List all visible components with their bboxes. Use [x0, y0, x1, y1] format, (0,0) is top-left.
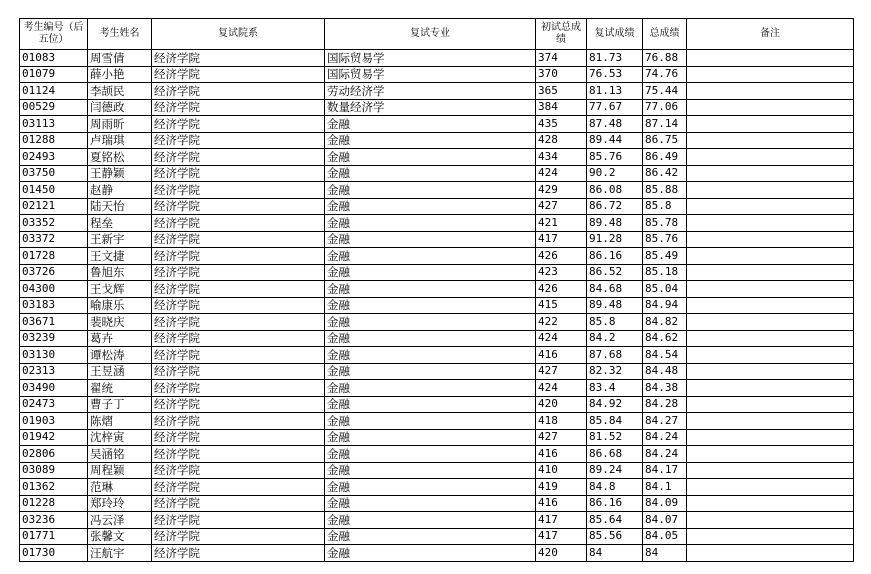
department-cell: 经济学院 — [152, 165, 325, 182]
remarks-cell — [687, 446, 854, 463]
department-cell: 经济学院 — [152, 545, 325, 562]
total-score-cell: 84.54 — [643, 347, 687, 364]
total-score-cell: 86.49 — [643, 149, 687, 166]
department-cell: 经济学院 — [152, 116, 325, 133]
department-cell: 经济学院 — [152, 446, 325, 463]
retest-score-cell: 84.68 — [587, 281, 643, 298]
total-score-cell: 75.44 — [643, 83, 687, 100]
candidate-id-cell: 02806 — [20, 446, 88, 463]
header-row — [20, 19, 854, 50]
table-row — [20, 198, 854, 215]
remarks-cell — [687, 479, 854, 496]
header-candidate-id: 考生编号（后五位） — [20, 19, 88, 50]
total-score-cell: 84.82 — [643, 314, 687, 331]
table-row — [20, 248, 854, 265]
department-cell: 经济学院 — [152, 479, 325, 496]
remarks-cell — [687, 297, 854, 314]
major-cell: 金融 — [325, 264, 536, 281]
table-row — [20, 479, 854, 496]
table-row — [20, 231, 854, 248]
candidate-name-cell: 王静颖 — [88, 165, 152, 182]
department-cell: 经济学院 — [152, 363, 325, 380]
major-cell: 金融 — [325, 446, 536, 463]
remarks-cell — [687, 330, 854, 347]
candidate-name-cell: 张馨文 — [88, 528, 152, 545]
candidate-name-cell: 汪航宇 — [88, 545, 152, 562]
remarks-cell — [687, 429, 854, 446]
initial-score-cell: 424 — [536, 330, 587, 347]
candidate-id-cell: 02493 — [20, 149, 88, 166]
candidate-name-cell: 周雪倩 — [88, 50, 152, 67]
table-row — [20, 512, 854, 529]
initial-score-cell: 374 — [536, 50, 587, 67]
candidate-name-cell: 夏铭松 — [88, 149, 152, 166]
initial-score-cell: 429 — [536, 182, 587, 199]
header-total-score: 总成绩 — [643, 19, 687, 50]
retest-score-cell: 87.68 — [587, 347, 643, 364]
candidate-name-cell: 陈熠 — [88, 413, 152, 430]
header-major: 复试专业 — [325, 19, 536, 50]
major-cell: 金融 — [325, 182, 536, 199]
remarks-cell — [687, 264, 854, 281]
department-cell: 经济学院 — [152, 264, 325, 281]
header-initial-score: 初试总成绩 — [536, 19, 587, 50]
retest-score-cell: 84.8 — [587, 479, 643, 496]
retest-score-cell: 85.84 — [587, 413, 643, 430]
retest-score-cell: 85.8 — [587, 314, 643, 331]
retest-score-cell: 89.48 — [587, 297, 643, 314]
table-row — [20, 132, 854, 149]
department-cell: 经济学院 — [152, 198, 325, 215]
table-row — [20, 314, 854, 331]
initial-score-cell: 417 — [536, 231, 587, 248]
candidate-name-cell: 裴晓庆 — [88, 314, 152, 331]
initial-score-cell: 415 — [536, 297, 587, 314]
candidate-name-cell: 王新宇 — [88, 231, 152, 248]
department-cell: 经济学院 — [152, 132, 325, 149]
table-row — [20, 297, 854, 314]
department-cell: 经济学院 — [152, 149, 325, 166]
major-cell: 金融 — [325, 413, 536, 430]
candidate-id-cell: 01124 — [20, 83, 88, 100]
candidate-name-cell: 李颉民 — [88, 83, 152, 100]
candidate-id-cell: 01362 — [20, 479, 88, 496]
retest-score-cell: 76.53 — [587, 66, 643, 83]
remarks-cell — [687, 50, 854, 67]
department-cell: 经济学院 — [152, 182, 325, 199]
department-cell: 经济学院 — [152, 297, 325, 314]
retest-score-cell: 84.92 — [587, 396, 643, 413]
table-row — [20, 528, 854, 545]
remarks-cell — [687, 132, 854, 149]
table-row — [20, 462, 854, 479]
remarks-cell — [687, 149, 854, 166]
major-cell: 金融 — [325, 512, 536, 529]
retest-score-cell: 83.4 — [587, 380, 643, 397]
major-cell: 金融 — [325, 198, 536, 215]
retest-score-cell: 81.73 — [587, 50, 643, 67]
remarks-cell — [687, 215, 854, 232]
remarks-cell — [687, 198, 854, 215]
initial-score-cell: 434 — [536, 149, 587, 166]
candidate-id-cell: 01288 — [20, 132, 88, 149]
initial-score-cell: 428 — [536, 132, 587, 149]
candidate-id-cell: 03726 — [20, 264, 88, 281]
major-cell: 金融 — [325, 165, 536, 182]
initial-score-cell: 417 — [536, 512, 587, 529]
total-score-cell: 84.28 — [643, 396, 687, 413]
header-remarks: 备注 — [687, 19, 854, 50]
header-candidate-name: 考生姓名 — [88, 19, 152, 50]
total-score-cell: 84.17 — [643, 462, 687, 479]
department-cell: 经济学院 — [152, 396, 325, 413]
initial-score-cell: 423 — [536, 264, 587, 281]
department-cell: 经济学院 — [152, 512, 325, 529]
candidate-name-cell: 闫德政 — [88, 99, 152, 116]
retest-score-cell: 84.2 — [587, 330, 643, 347]
candidate-id-cell: 01730 — [20, 545, 88, 562]
candidate-name-cell: 王昱涵 — [88, 363, 152, 380]
table-row — [20, 281, 854, 298]
candidate-name-cell: 鲁旭东 — [88, 264, 152, 281]
candidate-name-cell: 谭松涛 — [88, 347, 152, 364]
retest-score-cell: 89.48 — [587, 215, 643, 232]
total-score-cell: 74.76 — [643, 66, 687, 83]
total-score-cell: 84.09 — [643, 495, 687, 512]
major-cell: 金融 — [325, 231, 536, 248]
department-cell: 经济学院 — [152, 347, 325, 364]
remarks-cell — [687, 462, 854, 479]
major-cell: 金融 — [325, 132, 536, 149]
table-row — [20, 446, 854, 463]
candidate-name-cell: 王文捷 — [88, 248, 152, 265]
major-cell: 金融 — [325, 528, 536, 545]
total-score-cell: 84.07 — [643, 512, 687, 529]
header-department: 复试院系 — [152, 19, 325, 50]
retest-score-cell: 82.32 — [587, 363, 643, 380]
major-cell: 金融 — [325, 380, 536, 397]
major-cell: 金融 — [325, 545, 536, 562]
candidate-name-cell: 郑玲玲 — [88, 495, 152, 512]
table-row — [20, 99, 854, 116]
remarks-cell — [687, 495, 854, 512]
department-cell: 经济学院 — [152, 380, 325, 397]
initial-score-cell: 424 — [536, 380, 587, 397]
total-score-cell: 84.27 — [643, 413, 687, 430]
table-row — [20, 149, 854, 166]
candidate-id-cell: 01079 — [20, 66, 88, 83]
remarks-cell — [687, 380, 854, 397]
total-score-cell: 85.76 — [643, 231, 687, 248]
department-cell: 经济学院 — [152, 66, 325, 83]
remarks-cell — [687, 99, 854, 116]
candidate-id-cell: 01771 — [20, 528, 88, 545]
candidate-id-cell: 01450 — [20, 182, 88, 199]
remarks-cell — [687, 83, 854, 100]
candidate-name-cell: 卢瑞琪 — [88, 132, 152, 149]
candidate-id-cell: 03236 — [20, 512, 88, 529]
table-row — [20, 413, 854, 430]
major-cell: 金融 — [325, 396, 536, 413]
candidate-id-cell: 03089 — [20, 462, 88, 479]
candidate-id-cell: 01728 — [20, 248, 88, 265]
table-row — [20, 50, 854, 67]
initial-score-cell: 426 — [536, 281, 587, 298]
candidate-id-cell: 03130 — [20, 347, 88, 364]
total-score-cell: 84.24 — [643, 429, 687, 446]
department-cell: 经济学院 — [152, 83, 325, 100]
candidate-name-cell: 冯云泽 — [88, 512, 152, 529]
table-row — [20, 347, 854, 364]
candidate-name-cell: 赵静 — [88, 182, 152, 199]
major-cell: 国际贸易学 — [325, 50, 536, 67]
table-row — [20, 429, 854, 446]
retest-score-cell: 86.68 — [587, 446, 643, 463]
initial-score-cell: 427 — [536, 429, 587, 446]
candidate-id-cell: 00529 — [20, 99, 88, 116]
total-score-cell: 85.18 — [643, 264, 687, 281]
initial-score-cell: 427 — [536, 198, 587, 215]
major-cell: 金融 — [325, 495, 536, 512]
candidate-name-cell: 周程颖 — [88, 462, 152, 479]
table-row — [20, 545, 854, 562]
remarks-cell — [687, 347, 854, 364]
initial-score-cell: 427 — [536, 363, 587, 380]
remarks-cell — [687, 231, 854, 248]
retest-score-cell: 86.08 — [587, 182, 643, 199]
department-cell: 经济学院 — [152, 248, 325, 265]
major-cell: 金融 — [325, 149, 536, 166]
retest-score-cell: 81.52 — [587, 429, 643, 446]
candidate-name-cell: 周雨昕 — [88, 116, 152, 133]
candidate-name-cell: 王戈辉 — [88, 281, 152, 298]
total-score-cell: 84 — [643, 545, 687, 562]
retest-score-cell: 85.56 — [587, 528, 643, 545]
table-row — [20, 380, 854, 397]
major-cell: 金融 — [325, 330, 536, 347]
total-score-cell: 84.24 — [643, 446, 687, 463]
remarks-cell — [687, 396, 854, 413]
candidate-id-cell: 01083 — [20, 50, 88, 67]
major-cell: 金融 — [325, 479, 536, 496]
table-row — [20, 495, 854, 512]
candidate-name-cell: 陆天怡 — [88, 198, 152, 215]
initial-score-cell: 418 — [536, 413, 587, 430]
department-cell: 经济学院 — [152, 215, 325, 232]
remarks-cell — [687, 248, 854, 265]
remarks-cell — [687, 545, 854, 562]
total-score-cell: 86.42 — [643, 165, 687, 182]
candidate-id-cell: 02313 — [20, 363, 88, 380]
department-cell: 经济学院 — [152, 495, 325, 512]
table-row — [20, 264, 854, 281]
initial-score-cell: 370 — [536, 66, 587, 83]
initial-score-cell: 420 — [536, 545, 587, 562]
candidate-id-cell: 03352 — [20, 215, 88, 232]
department-cell: 经济学院 — [152, 231, 325, 248]
table-row — [20, 66, 854, 83]
remarks-cell — [687, 165, 854, 182]
table-body — [20, 50, 854, 562]
total-score-cell: 85.88 — [643, 182, 687, 199]
table-row — [20, 165, 854, 182]
candidate-name-cell: 薛小艳 — [88, 66, 152, 83]
retest-score-cell: 86.72 — [587, 198, 643, 215]
retest-score-cell: 91.28 — [587, 231, 643, 248]
major-cell: 金融 — [325, 347, 536, 364]
remarks-cell — [687, 512, 854, 529]
candidate-name-cell: 沈梓寅 — [88, 429, 152, 446]
retest-score-cell: 87.48 — [587, 116, 643, 133]
remarks-cell — [687, 528, 854, 545]
remarks-cell — [687, 413, 854, 430]
total-score-cell: 84.38 — [643, 380, 687, 397]
total-score-cell: 86.75 — [643, 132, 687, 149]
department-cell: 经济学院 — [152, 99, 325, 116]
major-cell: 金融 — [325, 429, 536, 446]
initial-score-cell: 416 — [536, 347, 587, 364]
major-cell: 金融 — [325, 314, 536, 331]
table-row — [20, 83, 854, 100]
retest-score-cell: 86.16 — [587, 248, 643, 265]
total-score-cell: 84.05 — [643, 528, 687, 545]
major-cell: 金融 — [325, 363, 536, 380]
header-retest-score: 复试成绩 — [587, 19, 643, 50]
total-score-cell: 84.94 — [643, 297, 687, 314]
remarks-cell — [687, 363, 854, 380]
major-cell: 金融 — [325, 215, 536, 232]
candidate-id-cell: 03239 — [20, 330, 88, 347]
candidate-id-cell: 01942 — [20, 429, 88, 446]
total-score-cell: 85.78 — [643, 215, 687, 232]
initial-score-cell: 417 — [536, 528, 587, 545]
remarks-cell — [687, 66, 854, 83]
initial-score-cell: 426 — [536, 248, 587, 265]
initial-score-cell: 365 — [536, 83, 587, 100]
initial-score-cell: 384 — [536, 99, 587, 116]
initial-score-cell: 416 — [536, 495, 587, 512]
retest-score-cell: 81.13 — [587, 83, 643, 100]
retest-score-cell: 90.2 — [587, 165, 643, 182]
major-cell: 国际贸易学 — [325, 66, 536, 83]
department-cell: 经济学院 — [152, 528, 325, 545]
candidate-id-cell: 02473 — [20, 396, 88, 413]
total-score-cell: 84.62 — [643, 330, 687, 347]
candidate-id-cell: 01228 — [20, 495, 88, 512]
total-score-cell: 84.1 — [643, 479, 687, 496]
candidate-name-cell: 葛卉 — [88, 330, 152, 347]
candidate-id-cell: 04300 — [20, 281, 88, 298]
table-row — [20, 116, 854, 133]
remarks-cell — [687, 281, 854, 298]
retest-score-cell: 89.24 — [587, 462, 643, 479]
candidate-name-cell: 范琳 — [88, 479, 152, 496]
candidate-name-cell: 喻康乐 — [88, 297, 152, 314]
major-cell: 数量经济学 — [325, 99, 536, 116]
candidate-id-cell: 03113 — [20, 116, 88, 133]
initial-score-cell: 410 — [536, 462, 587, 479]
candidate-id-cell: 03183 — [20, 297, 88, 314]
department-cell: 经济学院 — [152, 281, 325, 298]
department-cell: 经济学院 — [152, 413, 325, 430]
candidate-id-cell: 01903 — [20, 413, 88, 430]
major-cell: 金融 — [325, 281, 536, 298]
retest-score-cell: 84 — [587, 545, 643, 562]
total-score-cell: 77.06 — [643, 99, 687, 116]
initial-score-cell: 416 — [536, 446, 587, 463]
major-cell: 劳动经济学 — [325, 83, 536, 100]
candidate-name-cell: 翟统 — [88, 380, 152, 397]
retest-score-cell: 77.67 — [587, 99, 643, 116]
candidate-id-cell: 03750 — [20, 165, 88, 182]
initial-score-cell: 424 — [536, 165, 587, 182]
major-cell: 金融 — [325, 248, 536, 265]
major-cell: 金融 — [325, 116, 536, 133]
candidate-name-cell: 曹子丁 — [88, 396, 152, 413]
retest-score-cell: 86.52 — [587, 264, 643, 281]
remarks-cell — [687, 116, 854, 133]
total-score-cell: 85.04 — [643, 281, 687, 298]
initial-score-cell: 421 — [536, 215, 587, 232]
retest-score-cell: 85.76 — [587, 149, 643, 166]
candidate-id-cell: 02121 — [20, 198, 88, 215]
initial-score-cell: 422 — [536, 314, 587, 331]
table-row — [20, 215, 854, 232]
total-score-cell: 84.48 — [643, 363, 687, 380]
remarks-cell — [687, 314, 854, 331]
score-table — [19, 18, 854, 562]
total-score-cell: 85.8 — [643, 198, 687, 215]
retest-score-cell: 89.44 — [587, 132, 643, 149]
department-cell: 经济学院 — [152, 462, 325, 479]
table-row — [20, 182, 854, 199]
department-cell: 经济学院 — [152, 429, 325, 446]
remarks-cell — [687, 182, 854, 199]
initial-score-cell: 435 — [536, 116, 587, 133]
candidate-name-cell: 程垒 — [88, 215, 152, 232]
table-row — [20, 396, 854, 413]
initial-score-cell: 419 — [536, 479, 587, 496]
total-score-cell: 76.88 — [643, 50, 687, 67]
department-cell: 经济学院 — [152, 314, 325, 331]
candidate-id-cell: 03490 — [20, 380, 88, 397]
major-cell: 金融 — [325, 297, 536, 314]
candidate-id-cell: 03372 — [20, 231, 88, 248]
candidate-id-cell: 03671 — [20, 314, 88, 331]
retest-score-cell: 85.64 — [587, 512, 643, 529]
initial-score-cell: 420 — [536, 396, 587, 413]
candidate-name-cell: 吴涵铭 — [88, 446, 152, 463]
total-score-cell: 85.49 — [643, 248, 687, 265]
department-cell: 经济学院 — [152, 50, 325, 67]
major-cell: 金融 — [325, 462, 536, 479]
table-row — [20, 330, 854, 347]
retest-score-cell: 86.16 — [587, 495, 643, 512]
table-row — [20, 363, 854, 380]
total-score-cell: 87.14 — [643, 116, 687, 133]
department-cell: 经济学院 — [152, 330, 325, 347]
